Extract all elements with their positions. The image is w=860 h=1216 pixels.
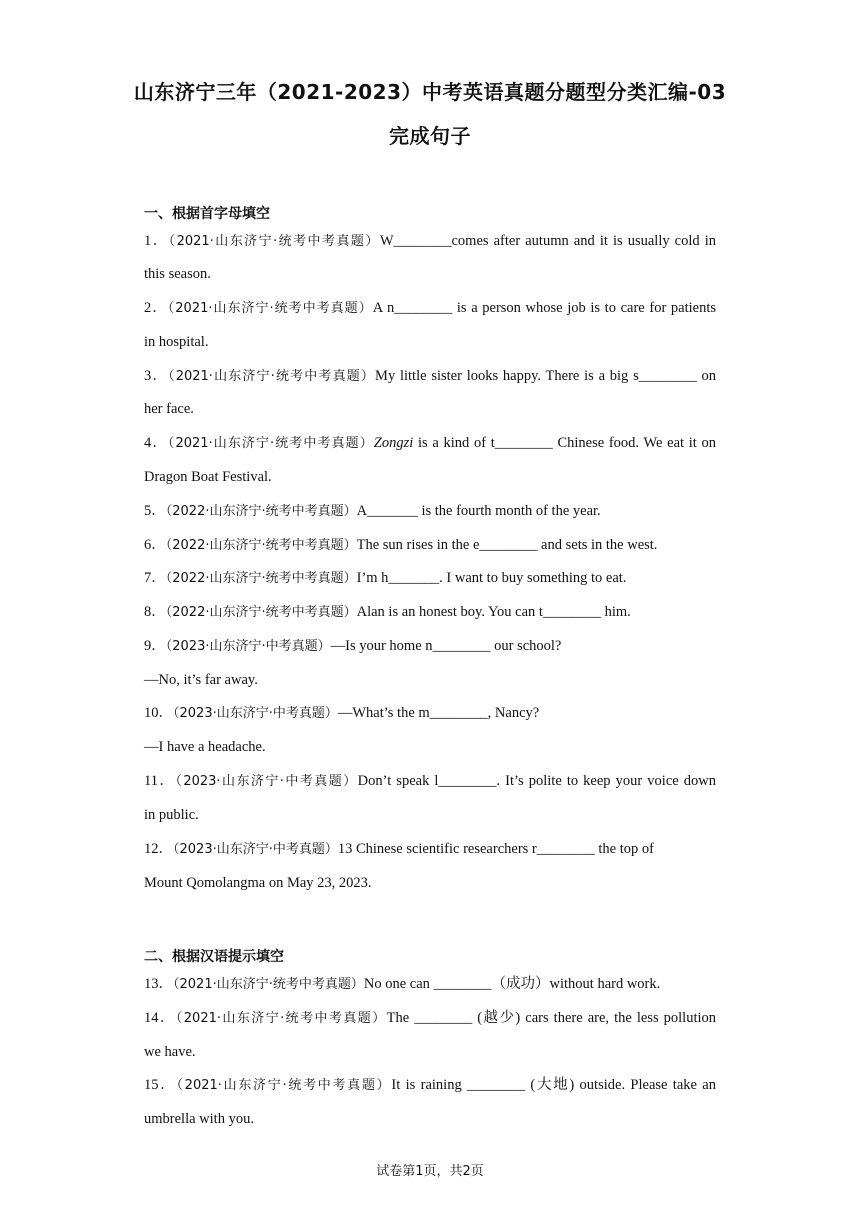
- question-line: [144, 636, 716, 657]
- question-number: 4．: [144, 435, 168, 451]
- question-source: （2021·山东济宁·统考中考真题）: [167, 301, 373, 316]
- question-line: [144, 703, 716, 724]
- question-number: 9．: [144, 638, 166, 654]
- question-text-cont: her face.: [144, 401, 194, 417]
- question-number: 11．: [144, 773, 176, 789]
- question-text-cont: —I have a headache.: [144, 739, 266, 755]
- question-line: [144, 231, 716, 252]
- question-number: 2．: [144, 300, 168, 316]
- question-text-cont: —No, it’s far away.: [144, 672, 258, 688]
- question-text-cont: Mount Qomolangma on May 23, 2023.: [144, 875, 372, 891]
- question-text-cont: in public.: [144, 807, 199, 823]
- question-number: 8．: [144, 604, 166, 620]
- question-number: 6．: [144, 537, 166, 553]
- question-source: （2023·山东济宁·中考真题）: [165, 639, 331, 654]
- question-source: （2023·山东济宁·中考真题）: [173, 842, 338, 857]
- question-italic-term: Zongzi: [373, 435, 414, 451]
- question-text-cont: this season.: [144, 266, 211, 282]
- question-source: （2022·山东济宁·统考中考真题）: [165, 538, 357, 553]
- question-number: 5．: [144, 503, 166, 519]
- question-source: （2023·山东济宁·中考真题）: [173, 706, 338, 721]
- question-text: My little sister looks happy. There is a big s________ on: [375, 368, 717, 384]
- question-line: [144, 839, 716, 860]
- question-text-cont: umbrella with you.: [144, 1111, 254, 1127]
- question-text: A_______ is the fourth month of the year.: [356, 503, 601, 519]
- question-text: —What’s the m________, Nancy?: [337, 705, 540, 721]
- question-text: is a kind of t________ Chinese food. We eat it on: [413, 435, 716, 451]
- section-heading-2: 二、根据汉语提示填空: [144, 949, 284, 965]
- question-source: （2022·山东济宁·统考中考真题）: [165, 571, 357, 586]
- question-source: （2022·山东济宁·统考中考真题）: [165, 605, 357, 620]
- question-line: [144, 366, 716, 387]
- page-footer: 试卷第1页，共2页: [376, 1164, 484, 1179]
- question-number: 3．: [144, 368, 169, 384]
- question-line: [144, 771, 716, 792]
- question-text: A n________ is a person whose job is to care for patients: [372, 300, 716, 316]
- question-text: 13 Chinese scientific researchers r________ the top of: [337, 841, 654, 857]
- section-heading-1: 一、根据首字母填空: [144, 206, 270, 222]
- question-number: 10．: [144, 705, 173, 721]
- question-line: [144, 501, 716, 522]
- question-source: （2021·山东济宁·统考中考真题）: [175, 1011, 387, 1026]
- question-line: [144, 298, 716, 319]
- question-text-cont: we have.: [144, 1044, 196, 1060]
- question-number: 1．: [144, 233, 169, 249]
- question-number: 7．: [144, 570, 166, 586]
- page-subtitle: 完成句子: [389, 124, 471, 148]
- question-line: [144, 568, 716, 589]
- question-text: W________comes after autumn and it is usually cold in: [379, 233, 716, 249]
- question-line: [144, 1075, 716, 1096]
- question-source: （2021·山东济宁·统考中考真题）: [176, 1078, 392, 1093]
- question-line: [144, 602, 716, 623]
- question-text: No one can ________（成功）without hard work.: [363, 976, 661, 992]
- question-number: 14．: [144, 1010, 176, 1026]
- question-text: The ________ (越少) cars there are, the less pollution: [386, 1010, 716, 1026]
- question-source: （2023·山东济宁·中考真题）: [175, 774, 358, 789]
- question-text-cont: Dragon Boat Festival.: [144, 469, 272, 485]
- question-number: 15．: [144, 1077, 177, 1093]
- question-text: It is raining ________ (大地) outside. Please take an: [391, 1077, 716, 1093]
- question-number: 13．: [144, 976, 173, 992]
- question-text-cont: in hospital.: [144, 334, 209, 350]
- question-text: The sun rises in the e________ and sets in the west.: [356, 537, 658, 553]
- question-source: （2022·山东济宁·统考中考真题）: [165, 504, 357, 519]
- question-text: I’m h_______. I want to buy something to eat.: [356, 570, 627, 586]
- question-line: [144, 535, 716, 556]
- question-source: （2021·山东济宁·统考中考真题）: [168, 234, 380, 249]
- question-text: Don’t speak l________. It’s polite to keep your voice down: [357, 773, 716, 789]
- question-text: Alan is an honest boy. You can t________ him.: [356, 604, 631, 620]
- question-source: （2021·山东济宁·统考中考真题）: [173, 977, 364, 992]
- question-line: [144, 974, 716, 995]
- question-source: （2021·山东济宁·统考中考真题）: [168, 369, 376, 384]
- question-line: [144, 433, 716, 454]
- page-title: 山东济宁三年（2021-2023）中考英语真题分题型分类汇编-03: [133, 80, 727, 104]
- question-line: [144, 1008, 716, 1029]
- question-source: （2021·山东济宁·统考中考真题）: [167, 436, 374, 451]
- question-text: —Is your home n________ our school?: [330, 638, 562, 654]
- question-number: 12．: [144, 841, 173, 857]
